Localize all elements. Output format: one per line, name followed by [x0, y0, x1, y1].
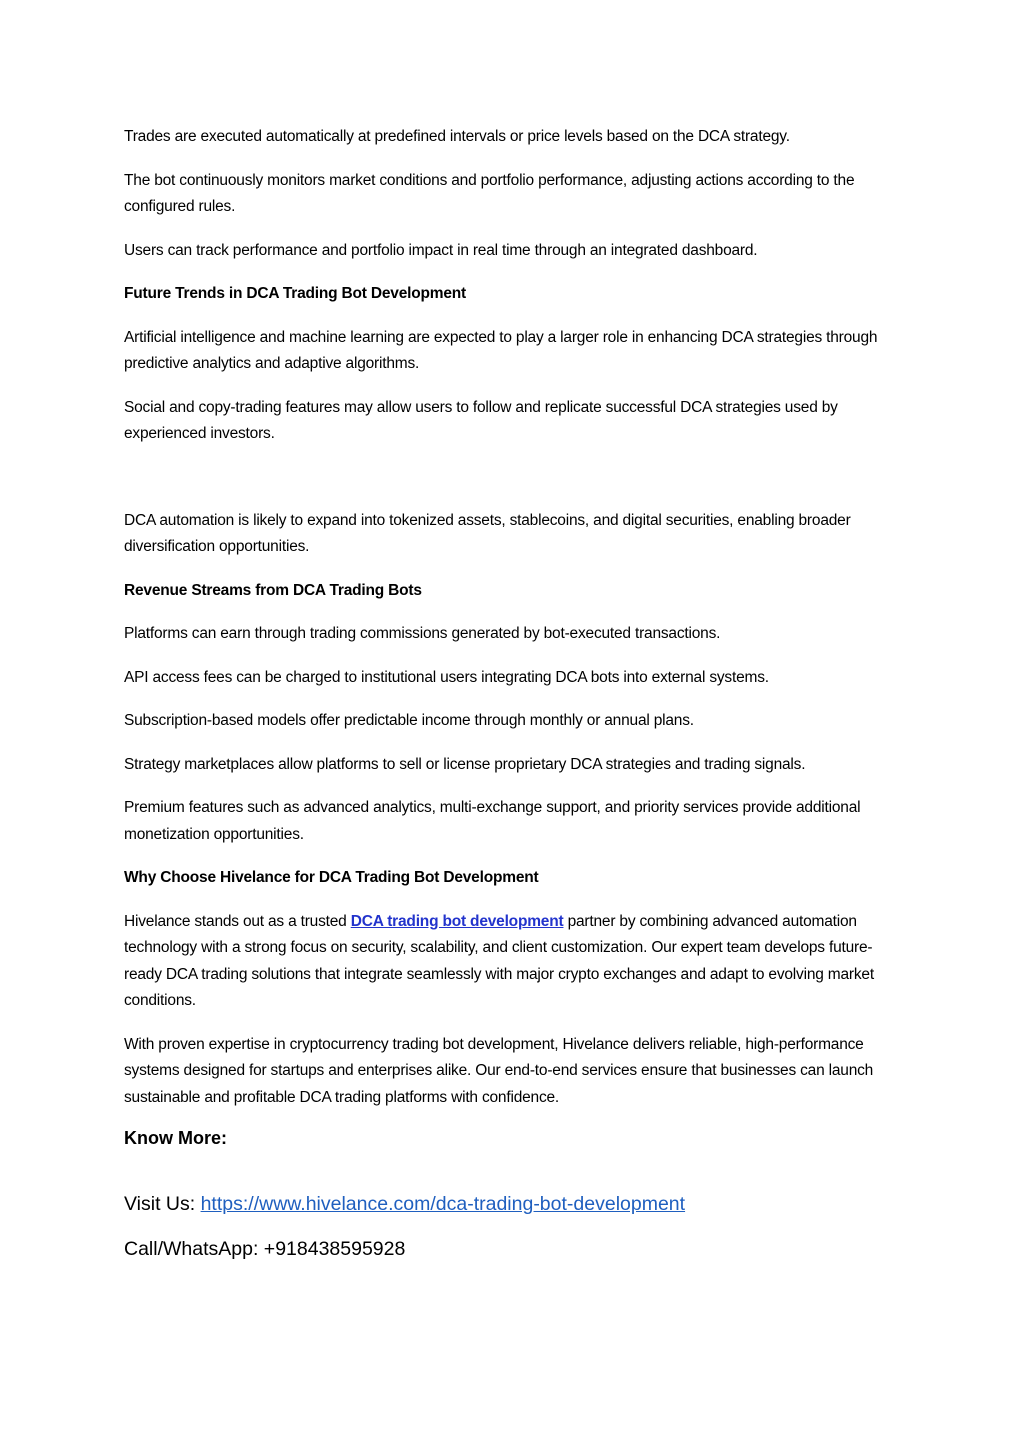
spacer [124, 465, 904, 508]
paragraph: DCA automation is likely to expand into tokenized assets, stablecoins, and digital securities, enabling broader diversification opportunities. [124, 511, 851, 555]
paragraph: Trades are executed automatically at predefined intervals or price levels based on the DCA strategy. [124, 128, 790, 145]
paragraph: Artificial intelligence and machine learning are expected to play a larger role in enhancing DCA strategies through predictive analytics and adaptive algorithms. [124, 328, 878, 372]
know-more-heading: Know More: [124, 1128, 227, 1148]
dca-bot-link[interactable]: DCA trading bot development [350, 912, 564, 930]
paragraph: Premium features such as advanced analytics, multi-exchange support, and priority services provide additional monetization opportunities. [124, 799, 861, 843]
visit-us-line [124, 1193, 904, 1216]
paragraph-why-2: With proven expertise in cryptocurrency trading bot development, Hivelance delivers reliable, high-performance systems designed for startups and enterprises alike. Our end-to-end services ensure that businesses can launch sustainable and profitable DCA trading platforms with confidence. [124, 1035, 874, 1106]
section-heading-revenue: Revenue Streams from DCA Trading Bots [124, 581, 422, 599]
paragraph: The bot continuously monitors market conditions and portfolio performance, adjusting actions according to the configured rules. [124, 171, 855, 215]
visit-label: Visit Us: [124, 1193, 201, 1215]
call-line: Call/WhatsApp: +918438595928 [124, 1238, 406, 1260]
section-heading-future: Future Trends in DCA Trading Bot Development [124, 285, 466, 302]
paragraph: Social and copy-trading features may allow users to follow and replicate successful DCA strategies used by experienced investors. [124, 398, 838, 442]
paragraph: Subscription-based models offer predictable income through monthly or annual plans. [124, 712, 694, 729]
paragraph: Users can track performance and portfolio impact in real time through an integrated dashboard. [124, 241, 758, 259]
section-heading-why: Why Choose Hivelance for DCA Trading Bot Development [124, 869, 539, 886]
paragraph: Platforms can earn through trading commissions generated by bot-executed transactions. [124, 625, 721, 642]
document-page [124, 124, 904, 1261]
paragraph: Strategy marketplaces allow platforms to sell or license proprietary DCA strategies and trading signals. [124, 755, 806, 773]
paragraph-why-1 [124, 909, 904, 1015]
website-link[interactable]: https://www.hivelance.com/dca-trading-bot-development [200, 1193, 686, 1215]
text: partner by combining advanced automation technology with a strong focus on security, scalability, and client customization. Our expert team develops future-ready DCA trading solutions that integrate seamlessly with major crypto exchanges and adapt to evolving market conditions. [124, 912, 874, 1009]
text: Hivelance stands out as a trusted [124, 912, 351, 930]
paragraph: API access fees can be charged to institutional users integrating DCA bots into external systems. [124, 668, 769, 686]
